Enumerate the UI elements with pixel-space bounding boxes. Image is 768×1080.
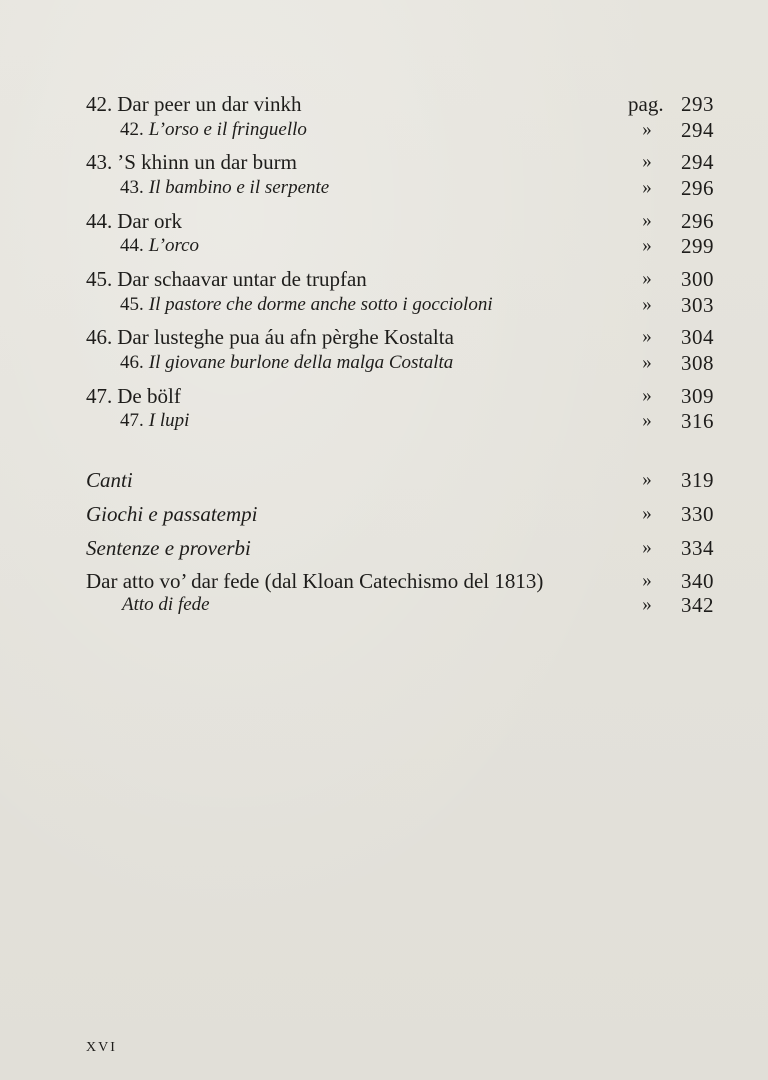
section-title: Atto di fede: [122, 594, 210, 615]
entry-number: 46.: [120, 352, 144, 373]
entry-text: Dar ork: [117, 209, 182, 233]
ditto-mark: »: [642, 410, 652, 431]
entry-title: [120, 351, 453, 375]
ditto-mark: »: [642, 469, 652, 490]
page-number: 308: [681, 351, 714, 375]
ditto-mark: »: [642, 235, 652, 256]
toc-entry-42: [0, 92, 768, 116]
section-title: Sentenze e proverbi: [86, 536, 251, 560]
entry-title: [120, 293, 493, 317]
entry-text: Dar peer un dar vinkh: [117, 92, 302, 116]
page-number: 309: [681, 384, 714, 408]
toc-section-canti: [0, 468, 768, 492]
ditto-mark: »: [642, 385, 652, 406]
entry-text: Il pastore che dorme anche sotto i goccioloni: [148, 294, 493, 315]
page-prefix: pag.: [628, 92, 664, 116]
entry-title: [86, 325, 454, 349]
page-number: 316: [681, 409, 714, 433]
page-number: 294: [681, 150, 714, 174]
ditto-mark: »: [642, 326, 652, 347]
toc-entry-46: [0, 325, 768, 349]
toc-section-atto-di-fede: [0, 593, 768, 617]
ditto-mark: »: [642, 594, 652, 615]
entry-number: 43.: [120, 177, 144, 198]
page-number: 334: [681, 536, 714, 560]
page-number: 330: [681, 502, 714, 526]
entry-number: 47.: [120, 410, 144, 431]
section-title: Dar atto vo’ dar fede (dal Kloan Catechismo del 1813): [86, 569, 544, 593]
entry-number: 42.: [120, 119, 144, 140]
entry-text: L’orso e il fringuello: [148, 119, 307, 140]
entry-text: Il bambino e il serpente: [148, 177, 330, 198]
toc-section-atto-vo-dar-fede: [0, 569, 768, 593]
entry-text: Il giovane burlone della malga Costalta: [148, 352, 454, 373]
page-number: 319: [681, 468, 714, 492]
toc-entry-42-translation: [0, 118, 768, 142]
ditto-mark: »: [642, 119, 652, 140]
toc-entry-45: [0, 267, 768, 291]
page-number: 340: [681, 569, 714, 593]
entry-number: 44.: [120, 235, 144, 256]
toc-entry-44-translation: [0, 234, 768, 258]
entry-title: [86, 150, 297, 174]
page-number: 296: [681, 176, 714, 200]
page-number: 299: [681, 234, 714, 258]
toc-entry-43: [0, 150, 768, 174]
entry-number: 42.: [86, 92, 113, 116]
ditto-mark: »: [642, 268, 652, 289]
ditto-mark: »: [642, 352, 652, 373]
page-number: 304: [681, 325, 714, 349]
ditto-mark: »: [642, 570, 652, 591]
toc-entry-45-translation: [0, 293, 768, 317]
page-number: 294: [681, 118, 714, 142]
section-title: Giochi e passatempi: [86, 502, 258, 526]
page-number: 296: [681, 209, 714, 233]
ditto-mark: »: [642, 503, 652, 524]
ditto-mark: »: [642, 151, 652, 172]
entry-text: De bölf: [117, 384, 181, 408]
entry-number: 46.: [86, 325, 113, 349]
entry-text: I lupi: [148, 410, 190, 431]
entry-number: 45.: [120, 294, 144, 315]
entry-title: [86, 209, 182, 233]
entry-text: Dar lusteghe pua áu afn pèrghe Kostalta: [117, 325, 454, 349]
entry-number: 44.: [86, 209, 113, 233]
entry-title: [86, 267, 367, 291]
entry-title: [86, 92, 302, 116]
page-number: 303: [681, 293, 714, 317]
ditto-mark: »: [642, 177, 652, 198]
page-folio: XVI: [86, 1040, 117, 1055]
entry-number: 47.: [86, 384, 113, 408]
entry-title: [86, 384, 181, 408]
entry-text: Dar schaavar untar de trupfan: [117, 267, 367, 291]
ditto-mark: »: [642, 294, 652, 315]
page-number: 293: [681, 92, 714, 116]
toc-entry-43-translation: [0, 176, 768, 200]
entry-number: 45.: [86, 267, 113, 291]
entry-title: [120, 118, 307, 142]
page-number: 342: [681, 593, 714, 617]
ditto-mark: »: [642, 210, 652, 231]
entry-title: [120, 234, 199, 258]
entry-text: ’S khinn un dar burm: [117, 150, 297, 174]
entry-title: [120, 176, 329, 200]
page-number: 300: [681, 267, 714, 291]
toc-entry-44: [0, 209, 768, 233]
toc-entry-47-translation: [0, 409, 768, 433]
section-title: Canti: [86, 468, 133, 492]
entry-text: L’orco: [148, 235, 200, 256]
entry-number: 43.: [86, 150, 113, 174]
ditto-mark: »: [642, 537, 652, 558]
toc-section-sentenze: [0, 536, 768, 560]
toc-entry-47: [0, 384, 768, 408]
toc-entry-46-translation: [0, 351, 768, 375]
toc-section-giochi: [0, 502, 768, 526]
entry-title: [120, 409, 189, 433]
